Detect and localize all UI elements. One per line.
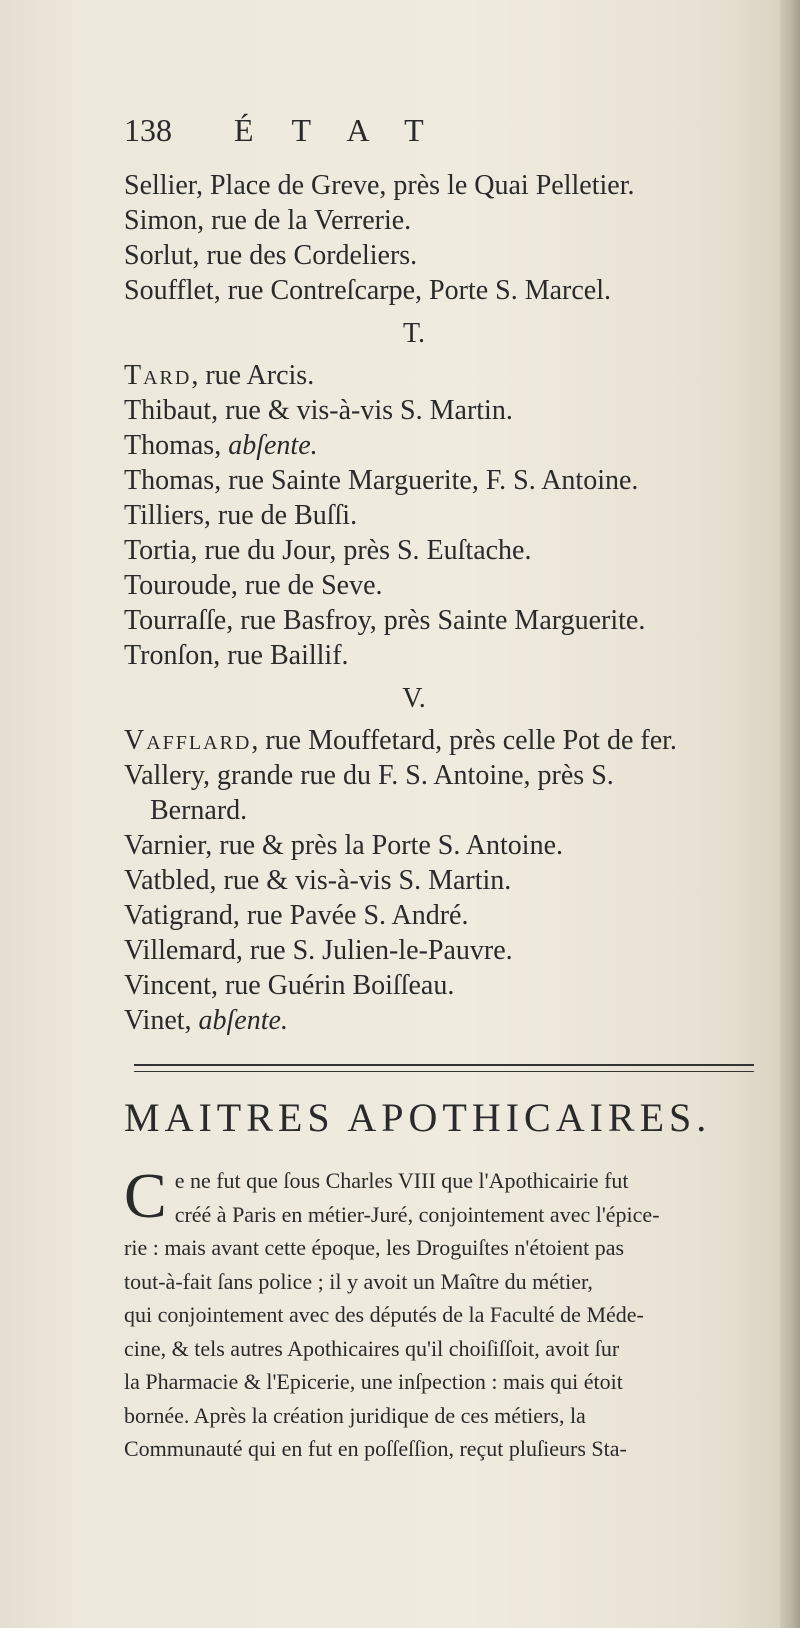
entry-address: , Place de Greve, près le Quai Pelletier.	[195, 170, 635, 201]
directory-entry	[124, 828, 764, 863]
paragraph-line: qui conjointement avec des députés de la Faculté de Méde-	[124, 1302, 644, 1327]
directory-entry	[124, 168, 764, 203]
directory-entry	[124, 723, 764, 758]
entry-note: abſente.	[228, 430, 318, 461]
paragraph-line: cine, & tels autres Apothicaires qu'il choiſiſſoit, avoit ſur	[124, 1335, 620, 1361]
directory-entry	[124, 533, 764, 568]
directory-entry	[124, 358, 764, 393]
entry-address: , rue Pavée S. André.	[232, 900, 469, 931]
directory-entry	[124, 463, 764, 498]
entries-s	[124, 168, 764, 308]
entry-address: , rue de la Verrerie.	[197, 205, 412, 236]
directory-entry	[124, 203, 764, 238]
entry-address: Bernard.	[150, 795, 248, 826]
entry-address: , rue de Buſſi.	[203, 500, 358, 531]
directory-entry	[124, 1003, 764, 1038]
page-header	[124, 112, 764, 168]
section-title: MAITRES APOTHICAIRES.	[124, 1095, 712, 1140]
entry-name: Sellier	[124, 170, 196, 201]
entry-name: Vincent	[124, 970, 211, 1001]
running-title: ÉTAT	[234, 112, 462, 148]
entry-address: , rue & vis-à-vis S. Martin.	[211, 395, 513, 426]
entry-address: , grande rue du F. S. Antoine, près S.	[203, 760, 614, 791]
page-content	[124, 112, 764, 1466]
entries-v	[124, 723, 764, 1038]
directory-entry	[124, 498, 764, 533]
entry-name: Vinet	[124, 1005, 185, 1036]
entry-name: Vatigrand	[124, 900, 233, 931]
entry-name: Tronſon	[124, 640, 214, 671]
paragraph-line: e ne fut que ſous Charles VIII que l'Apothicairie fut	[174, 1168, 629, 1193]
entry-name: Tard	[124, 360, 192, 391]
directory-entry	[124, 793, 764, 828]
directory-entry	[124, 273, 764, 308]
entry-name: Thomas	[124, 465, 215, 496]
entry-address: ,	[184, 1005, 199, 1036]
directory-entry	[124, 238, 764, 273]
paragraph-line: bornée. Après la création juridique de ces métiers, la	[124, 1402, 586, 1428]
paragraph-line: créé à Paris en métier-Juré, conjointement avec l'épice-	[174, 1201, 660, 1227]
directory-entry	[124, 428, 764, 463]
entry-address: , rue des Cordeliers.	[192, 240, 418, 271]
directory-entry	[124, 603, 764, 638]
entry-address: , rue S. Julien-le-Pauvre.	[235, 935, 513, 966]
entry-address: , rue Basfroy, près Sainte Marguerite.	[226, 605, 646, 636]
entry-name: Vallery	[124, 760, 204, 791]
entry-address: , rue Arcis.	[191, 360, 315, 391]
entry-name: Sorlut	[124, 240, 193, 271]
intro-paragraph	[124, 1160, 736, 1466]
entry-address: , rue Contreſcarpe, Porte S. Marcel.	[213, 275, 612, 306]
entry-address: , rue Baillif.	[213, 640, 349, 671]
entry-address: , rue du Jour, près S. Euſtache.	[190, 535, 532, 566]
entry-name: Thomas	[124, 430, 215, 461]
page-number: 138	[124, 112, 172, 148]
entry-name: Touroude	[124, 570, 231, 601]
entry-address: , rue & vis-à-vis S. Martin.	[209, 865, 512, 896]
paragraph-line: rie : mais avant cette époque, les Droguiſtes n'étoient pas	[124, 1235, 625, 1260]
entry-name: Simon	[124, 205, 198, 236]
entry-name: Tourraſſe	[124, 605, 227, 636]
paragraph-line: Communauté qui en fut en poſſeſſion, reçut pluſieurs Sta-	[124, 1436, 627, 1461]
directory-entry	[124, 863, 764, 898]
entry-name: Thibaut	[124, 395, 212, 426]
letter-heading-v: V.	[402, 683, 426, 714]
entry-address: , rue & près la Porte S. Antoine.	[205, 830, 564, 861]
entry-address: , rue Guérin Boiſſeau.	[210, 970, 455, 1001]
letter-heading-t: T.	[402, 318, 426, 349]
entry-name: Tortia	[124, 535, 191, 566]
entry-note: abſente.	[198, 1005, 288, 1036]
drop-cap: C	[124, 1160, 167, 1231]
paragraph-lines	[124, 1160, 736, 1466]
directory-entry	[124, 758, 764, 793]
book-spine	[780, 0, 800, 1628]
entry-name: Varnier	[124, 830, 206, 861]
directory-entry	[124, 638, 764, 673]
section-rule	[134, 1064, 754, 1072]
entry-name: Vatbled	[124, 865, 210, 896]
paragraph-line: tout-à-fait ſans police ; il y avoit un Maître du métier,	[124, 1268, 593, 1294]
directory-entry	[124, 393, 764, 428]
entry-address: , rue de Seve.	[230, 570, 383, 601]
directory-entry	[124, 933, 764, 968]
directory-entry	[124, 898, 764, 933]
entry-address: , rue Sainte Marguerite, F. S. Antoine.	[214, 465, 639, 496]
paragraph-line: la Pharmacie & l'Epicerie, une inſpection : mais qui étoit	[124, 1369, 623, 1394]
entry-name: Soufflet	[124, 275, 214, 306]
entry-name: Villemard	[124, 935, 236, 966]
entries-t	[124, 358, 764, 673]
entry-address: ,	[214, 430, 229, 461]
entry-address: , rue Mouffetard, près celle Pot de fer.	[251, 725, 677, 756]
directory-entry	[124, 968, 764, 1003]
entry-name: Tilliers	[124, 500, 204, 531]
entry-name: Vafflard	[124, 725, 252, 756]
directory-entry	[124, 568, 764, 603]
